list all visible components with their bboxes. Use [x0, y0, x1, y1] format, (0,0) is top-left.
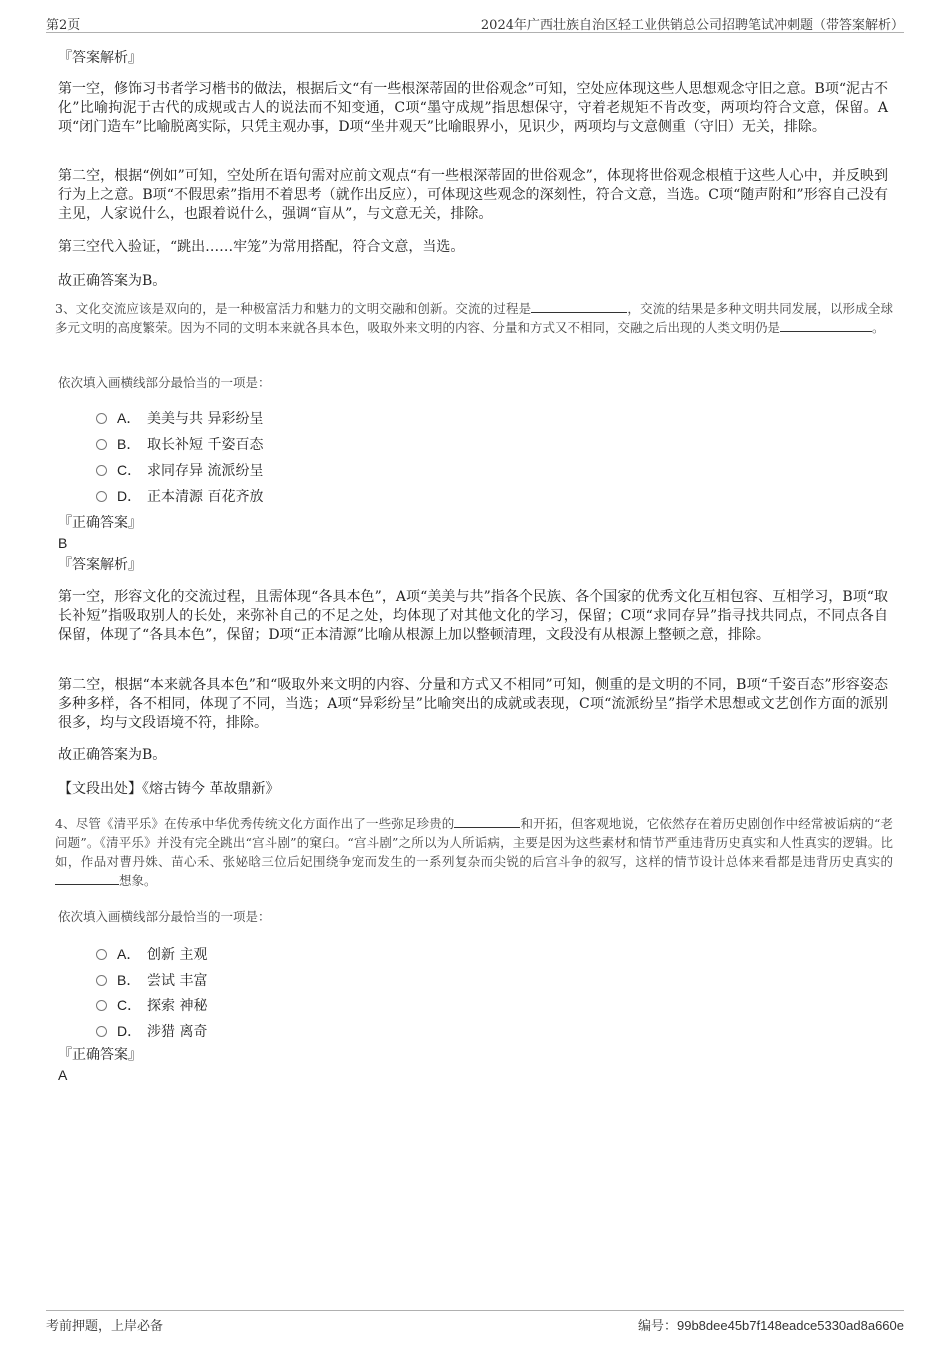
q3-source: 【文段出处】《熔古铸今 革故鼎新》 [58, 781, 280, 797]
q3-option-d[interactable]: D． 正本清源 百花齐放 [96, 486, 263, 506]
q4-number: 4、 [55, 816, 76, 831]
q4-stem: 4、尽管《清平乐》在传承中华优秀传统文化方面作出了一些弥足珍贵的 和开拓，但客观地说，它依然存在着历史剧创作中经常被诟病的“老问题”。《清平乐》并没有完全跳出“宫斗剧”的窠臼。“宫斗剧”之所以为人所诟病，主要是因为这些素材和情节严重违背历史真实和人性真实的逻辑。比如，作品对曹丹姝、苗心禾、张妼晗三位后妃围绕争宠而发生的一系列复杂而尖锐的后宫斗争的叙写，这样的情节设计总体来看都是违背历史真实的想象。 [55, 816, 893, 888]
radio-button[interactable] [96, 491, 107, 502]
page-footer [46, 1310, 904, 1333]
radio-button[interactable] [96, 465, 107, 476]
q4-option-b[interactable]: B． 尝试 丰富 [96, 970, 207, 990]
q3-analysis-paragraph: 第一空，形容文化的交流过程，且需体现“各具本色”，A项“美美与共”指各个民族、各个国家的优秀文化互相包容、互相学习，B项“取长补短”指吸取别人的长处，来弥补自己的不足之处，均体现了对其他文化的学习，保留；C项“求同存异”指寻找共同点，不同点各自保留，体现了“各具本色”，保留；D项“正本清源”比喻从根源上加以整顿清理，文段没有从根源上整顿之意，排除。 [58, 589, 888, 643]
q4-option-d[interactable]: D． 涉猎 离奇 [96, 1021, 207, 1041]
radio-button[interactable] [96, 949, 107, 960]
q4-correct-label: 『正确答案』 [58, 1047, 142, 1063]
q3-analysis-label: 『答案解析』 [58, 557, 142, 573]
q4-option-c[interactable]: C． 探索 神秘 [96, 995, 207, 1015]
radio-button[interactable] [96, 1026, 107, 1037]
q2-analysis-label: 『答案解析』 [58, 50, 142, 66]
page-header [46, 14, 904, 33]
q3-prompt: 依次填入画横线部分最恰当的一项是： [58, 375, 271, 390]
fill-blank [55, 872, 119, 885]
footer-slogan: 考前押题，上岸必备 [46, 1319, 164, 1334]
q3-option-c[interactable]: C． 求同存异 流派纷呈 [96, 460, 263, 480]
radio-button[interactable] [96, 413, 107, 424]
q3-option-b[interactable]: B． 取长补短 千姿百态 [96, 434, 263, 454]
document-title: 2024年广西壮族自治区轻工业供销总公司招聘笔试冲刺题（带答案解析） [480, 18, 904, 33]
fill-blank [780, 319, 872, 332]
q3-analysis-paragraph: 第二空，根据“本来就各具本色”和“吸取外来文明的内容、分量和方式又不相同”可知，侧重的是文明的不同，B项“千姿百态”形容姿态多种多样，各不相同，体现了不同，当选；A项“异彩纷呈”比喻突出的成就或表现，C项“流派纷呈”指学术思想或文艺创作方面的派别很多，均与文段语境不符，排除。 [58, 677, 888, 731]
q4-prompt: 依次填入画横线部分最恰当的一项是： [58, 909, 271, 924]
q3-correct-answer: B [58, 535, 68, 551]
fill-blank [454, 815, 520, 828]
q4-correct-answer: A [58, 1067, 68, 1083]
document-code: 编号：99b8dee45b7f148eadce5330ad8a660e [637, 1318, 904, 1334]
fill-blank [531, 300, 627, 313]
radio-button[interactable] [96, 1000, 107, 1011]
radio-button[interactable] [96, 975, 107, 986]
page-number: 第2页 [46, 18, 81, 33]
q2-analysis-paragraph: 第二空，根据“例如”可知，空处所在语句需对应前文观点“有一些根深蒂固的世俗观念”，体现将世俗观念根植于这些人心中，并反映到行为上之意。B项“不假思索”指用不着思考（就作出反应），可体现这些观念的深刻性，符合文意，当选。C项“随声附和”形容自己没有主见，人家说什么，也跟着说什么，强调“盲从”，与文意无关，排除。 [58, 168, 888, 222]
q4-option-a[interactable]: A． 创新 主观 [96, 944, 207, 964]
q2-analysis-paragraph: 第三空代入验证，“跳出……牢笼”为常用搭配，符合文意，当选。 [58, 239, 465, 255]
q2-conclusion: 故正确答案为B。 [58, 273, 167, 289]
q3-correct-label: 『正确答案』 [58, 515, 142, 531]
q3-stem: 3、文化交流应该是双向的，是一种极富活力和魅力的文明交融和创新。交流的过程是 ，交流的结果是多种文明共同发展，以形成全球多元文明的高度繁荣。因为不同的文明本来就各具本色，吸取外来文明的内容、分量和方式又不相同，交融之后出现的人类文明仍是 。 [55, 301, 893, 335]
q3-number: 3、 [55, 301, 76, 316]
radio-button[interactable] [96, 439, 107, 450]
q3-conclusion: 故正确答案为B。 [58, 747, 167, 763]
q2-analysis-paragraph: 第一空，修饰习书者学习楷书的做法，根据后文“有一些根深蒂固的世俗观念”可知，空处应体现这些人思想观念守旧之意。B项“泥古不化”比喻拘泥于古代的成规或古人的说法而不知变通，C项“墨守成规”指思想保守，守着老规矩不肯改变，两项均符合文意，保留。A项“闭门造车”比喻脱离实际，只凭主观办事，D项“坐井观天”比喻眼界小，见识少，两项均与文意侧重（守旧）无关，排除。 [58, 81, 888, 135]
q3-option-a[interactable]: A． 美美与共 异彩纷呈 [96, 408, 263, 428]
